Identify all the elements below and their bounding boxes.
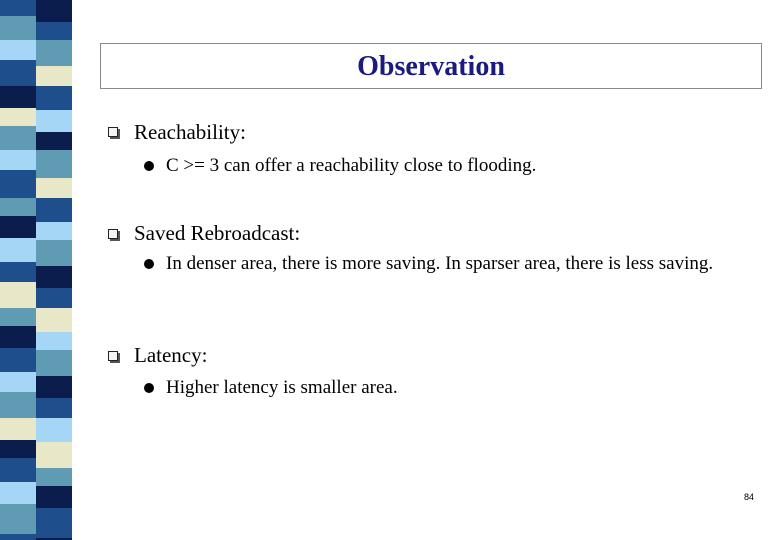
sidebar-stripe bbox=[0, 40, 36, 60]
sub-bullet-dot-icon bbox=[144, 259, 154, 269]
sidebar-stripe bbox=[36, 150, 72, 178]
sidebar-stripe bbox=[0, 440, 36, 458]
sidebar-stripe bbox=[36, 110, 72, 132]
sidebar-stripe bbox=[36, 198, 72, 222]
sidebar-stripe bbox=[0, 108, 36, 126]
sidebar-stripe bbox=[36, 486, 72, 508]
title-box bbox=[100, 43, 762, 89]
sidebar-stripe bbox=[0, 392, 36, 418]
sidebar-stripe bbox=[0, 282, 36, 308]
sidebar-stripe bbox=[0, 504, 36, 534]
sub-bullet-text: Higher latency is smaller area. bbox=[166, 377, 398, 398]
sidebar-stripe bbox=[36, 40, 72, 66]
sidebar-stripe bbox=[36, 350, 72, 376]
sidebar-stripe bbox=[36, 222, 72, 240]
sidebar-stripe bbox=[0, 150, 36, 170]
stripe-column-right bbox=[36, 0, 72, 540]
sidebar-stripe bbox=[36, 22, 72, 40]
sidebar-stripe bbox=[36, 66, 72, 86]
sidebar-stripe bbox=[0, 170, 36, 198]
stripe-column-left bbox=[0, 0, 36, 540]
sidebar-stripe bbox=[0, 458, 36, 482]
sidebar-stripe bbox=[0, 348, 36, 372]
sidebar-stripe bbox=[0, 198, 36, 216]
sub-bullet-text: In denser area, there is more saving. In sparser area, there is less saving. bbox=[166, 253, 714, 274]
sidebar-stripe bbox=[36, 132, 72, 150]
sub-bullet-dot-icon bbox=[144, 383, 154, 393]
sub-bullet-text: C >= 3 can offer a reachability close to flooding. bbox=[166, 155, 537, 176]
sidebar-stripe bbox=[36, 86, 72, 110]
page-number: 84 bbox=[744, 492, 755, 502]
sidebar-stripe bbox=[0, 60, 36, 86]
sidebar-stripe bbox=[0, 262, 36, 282]
sidebar-stripe bbox=[0, 126, 36, 150]
sidebar-stripe bbox=[0, 86, 36, 108]
sidebar-stripe bbox=[0, 16, 36, 40]
sidebar-stripe bbox=[0, 372, 36, 392]
sidebar-stripe bbox=[0, 482, 36, 504]
sidebar-stripe bbox=[0, 534, 36, 540]
decorative-sidebar bbox=[0, 0, 78, 540]
sidebar-stripe bbox=[0, 308, 36, 326]
sidebar-stripe bbox=[36, 442, 72, 468]
sidebar-stripe bbox=[36, 0, 72, 22]
bullet-heading-reachability: Reachability: bbox=[134, 120, 246, 144]
sidebar-stripe bbox=[36, 332, 72, 350]
sidebar-stripe bbox=[0, 326, 36, 348]
sidebar-stripe bbox=[0, 0, 36, 16]
sidebar-stripe bbox=[36, 376, 72, 398]
page-title: Observation bbox=[357, 51, 505, 82]
sidebar-stripe bbox=[36, 308, 72, 332]
sidebar-stripe bbox=[36, 288, 72, 308]
bullet-heading-latency: Latency: bbox=[134, 343, 208, 367]
sub-bullet-dot-icon bbox=[144, 161, 154, 171]
bullet-square-icon bbox=[108, 229, 118, 239]
sidebar-stripe bbox=[36, 240, 72, 266]
sidebar-stripe bbox=[36, 418, 72, 442]
bullet-square-icon bbox=[108, 351, 118, 361]
sidebar-stripe bbox=[36, 508, 72, 538]
sidebar-stripe bbox=[36, 178, 72, 198]
sidebar-stripe bbox=[36, 266, 72, 288]
sidebar-stripe bbox=[36, 398, 72, 418]
sidebar-stripe bbox=[0, 238, 36, 262]
bullet-square-icon bbox=[108, 127, 118, 137]
sidebar-stripe bbox=[36, 468, 72, 486]
bullet-heading-saved-rebroadcast: Saved Rebroadcast: bbox=[134, 221, 301, 245]
sidebar-stripe bbox=[0, 418, 36, 440]
sidebar-stripe bbox=[0, 216, 36, 238]
